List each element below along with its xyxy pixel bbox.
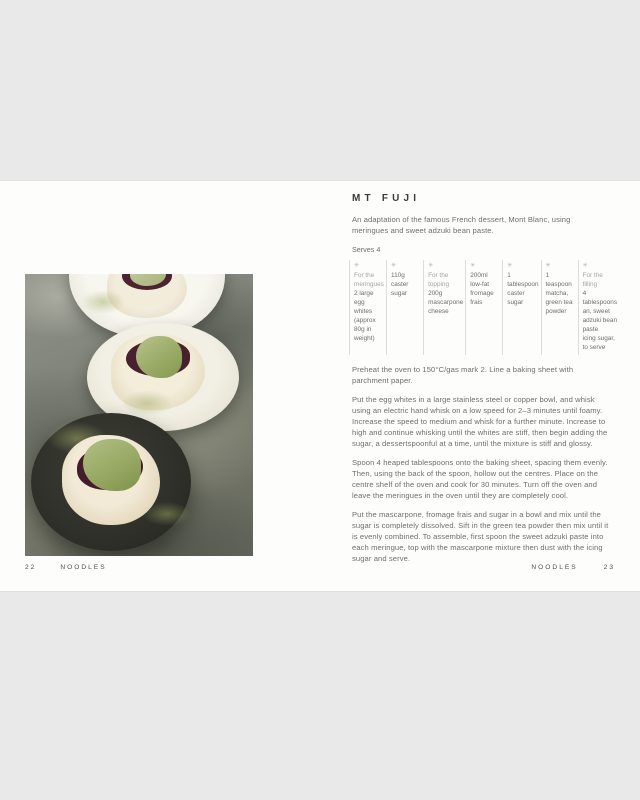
left-page-number: 22 <box>25 564 37 571</box>
dish-photo <box>25 274 253 556</box>
right-page-folio <box>531 564 615 571</box>
matcha-dust-top <box>81 290 125 314</box>
asterisk-icon: ✳ <box>507 263 513 269</box>
method-paragraphs <box>352 364 610 564</box>
ingredient-text: 1 tablespoon caster sugar <box>507 272 539 307</box>
matcha-cream-front <box>83 439 141 491</box>
right-section-label: NOODLES <box>531 564 578 571</box>
ingredient-text: icing sugar, to serve <box>582 335 615 352</box>
ingredient-text: 4 tablespoons an, sweet adzuki bean paste <box>582 290 618 334</box>
asterisk-icon: ✳ <box>354 263 360 269</box>
matcha-dust-middle <box>121 390 173 416</box>
ingredient-column <box>349 260 386 355</box>
ingredient-column <box>541 260 578 355</box>
method-paragraph: Put the egg whites in a large stainless steel or copper bowl, and whisk using an electric hand whisk on a low speed for 2–3 minutes until foamy. Increase the speed to medium and whisk for a further minute. Increase to high and continue whisking until the whites are stiff, then begin adding the sugar, a dessertspoonful at a time, until the mixture is stiff and glossy. <box>352 395 608 449</box>
ingredient-column <box>423 260 465 355</box>
ingredient-column <box>386 260 423 355</box>
asterisk-icon: ✳ <box>391 263 397 269</box>
recipe-intro: An adaptation of the famous French dessert, Mont Blanc, using meringues and sweet adzuki bean paste. <box>352 215 571 235</box>
matcha-cream-middle <box>136 336 182 378</box>
ingredient-text: 200g mascarpone cheese <box>428 290 464 316</box>
ingredient-text: 2 large egg whites (approx 80g in weight) <box>354 290 376 343</box>
ingredient-column <box>465 260 502 355</box>
recipe-page <box>352 193 618 572</box>
ingredient-group-label: For the topping <box>428 272 450 289</box>
serves-label: Serves 4 <box>352 245 381 254</box>
ingredient-column <box>502 260 540 355</box>
method-paragraph: Spoon 4 heaped tablespoons onto the baking sheet, spacing them evenly. Then, using the back of the spoon, hollow out the centres. Place on the centre shelf of the oven and cook for 30 minutes. Turn off the oven and leave the meringues in the oven until they are completely cool. <box>352 458 608 501</box>
ingredient-text: 1 teaspoon matcha, green tea powder <box>545 272 573 316</box>
ingredients-table <box>349 260 619 355</box>
asterisk-icon: ✳ <box>470 263 476 269</box>
ingredient-text: 110g caster sugar <box>391 272 409 298</box>
recipe-title: MT FUJI <box>352 193 421 204</box>
ingredient-group-label: For the filling <box>582 272 603 289</box>
left-page-folio <box>25 564 107 571</box>
ingredient-column <box>578 260 619 355</box>
left-section-label: NOODLES <box>60 564 107 571</box>
asterisk-icon: ✳ <box>545 263 551 269</box>
method-paragraph: Preheat the oven to 150°C/gas mark 2. Line a baking sheet with parchment paper. <box>352 365 574 386</box>
ingredient-group-label: For the meringues <box>354 272 384 289</box>
open-book-spread <box>0 180 640 592</box>
asterisk-icon: ✳ <box>428 263 434 269</box>
method-paragraph: Put the mascarpone, fromage frais and sugar in a bowl and mix until the sugar is completely dissolved. Sift in the green tea powder then mix until it is evenly combined. To assemble, first spoon the sweet adzuki paste into each meringue, top with the mascarpone mixture then dust with the icing sugar and serve. <box>352 510 609 564</box>
matcha-dust-front-right <box>143 502 191 526</box>
ingredient-text: 200ml low-fat fromage frais <box>470 272 494 307</box>
asterisk-icon: ✳ <box>582 263 588 269</box>
right-page-number: 23 <box>603 564 615 571</box>
